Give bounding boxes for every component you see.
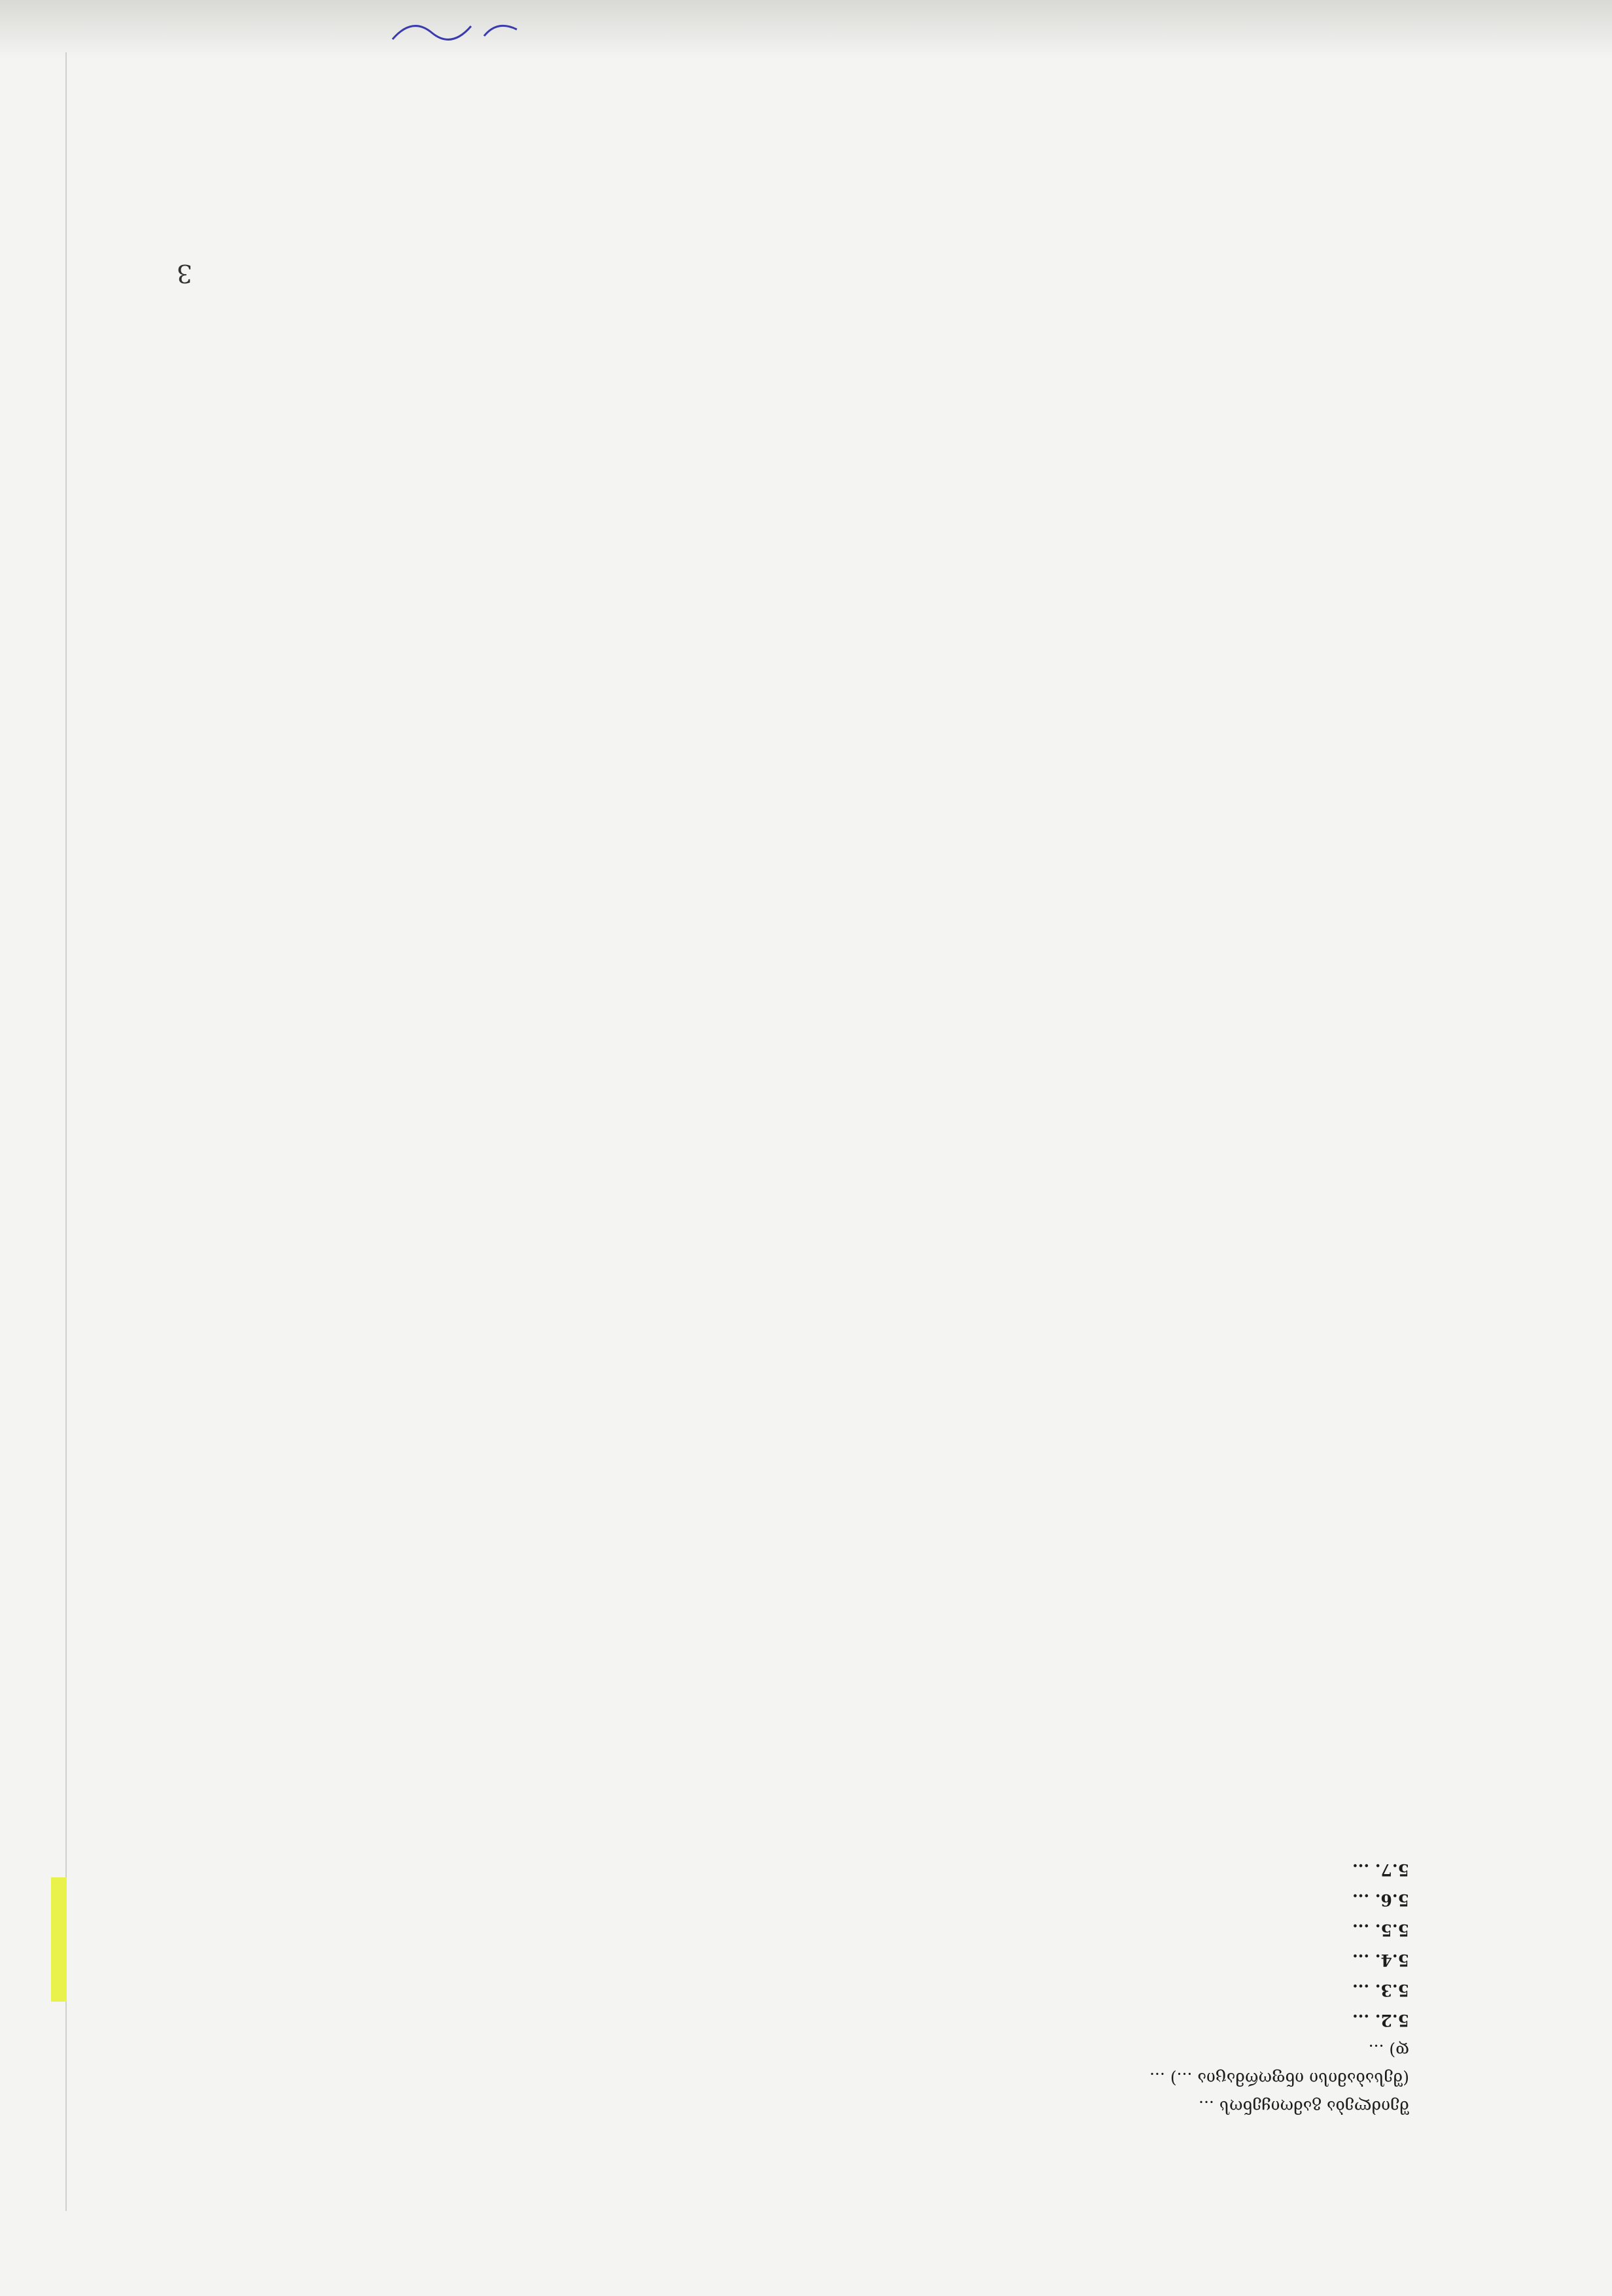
body-paragraph: შეიძლება გამოიყენოს ... (1199, 2097, 1409, 2116)
section-heading: 5.7. ... (1352, 1860, 1409, 1879)
body-paragraph: დ) ... (1368, 2041, 1409, 2060)
document-body (284, 1854, 1409, 2119)
body-paragraph: (შესაბამისი ინფორმაცია ...) ... (1149, 2069, 1409, 2088)
page-number: 3 (176, 259, 192, 288)
section-heading: 5.3. ... (1352, 1981, 1409, 2000)
section-heading: 5.4. ... (1352, 1951, 1409, 1970)
section-heading: 5.2. ... (1352, 2011, 1409, 2030)
section-heading: 5.5. ... (1352, 1921, 1409, 1939)
section-heading: 5.6. ... (1352, 1890, 1409, 1909)
